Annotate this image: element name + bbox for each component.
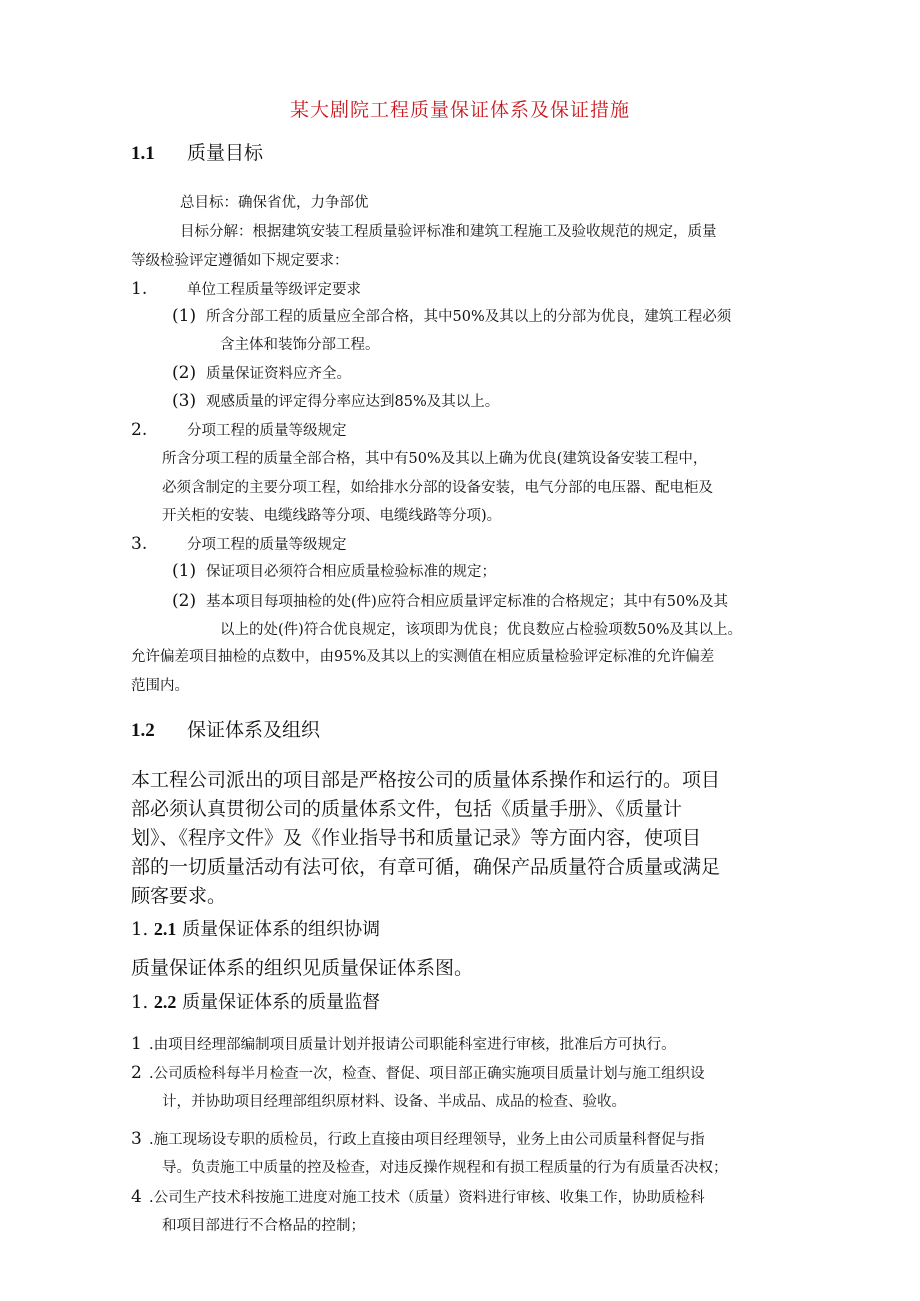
item-3-paragraph-line-2: 范围内。 [131, 678, 189, 694]
section-number: 1.1 [131, 143, 155, 164]
supervision-item-2-continuation: 计，并协助项目经理部组织原材料、设备、半成品、成品的检查、验收。 [162, 1094, 626, 1110]
list-number: 1. [131, 279, 148, 299]
list-number: 3. [131, 534, 148, 554]
list-item-2 [131, 421, 347, 440]
list-number: 2. [131, 420, 148, 440]
sub-item-text: 质量保证资料应齐全。 [206, 366, 351, 382]
body-paragraph-line-4: 部的一切质量活动有法可依，有章可循，确保产品质量符合质量或满足 [131, 856, 721, 878]
list-item-text: .由项目经理部编制项目质量计划并报请公司职能科室进行审核，批准后方可执行。 [149, 1037, 676, 1053]
total-goal-line: 总目标：确保省优，力争部优 [180, 195, 369, 211]
sub-item-text: 基本项目每项抽检的处(件)应符合相应质量评定标准的合格规定；其中有50%及其 [206, 594, 729, 610]
item-3-paragraph-line-1: 允许偏差项目抽检的点数中，由95%及其以上的实测值在相应质量检验评定标准的允许偏差 [131, 649, 715, 665]
sub-item-3-1 [172, 562, 496, 581]
subsection-number: 2.1 [153, 919, 177, 939]
supervision-item-3-continuation: 导。负责施工中质量的控及检查，对违反操作规程和有损工程质量的行为有质量否决权； [162, 1160, 728, 1176]
subsection-title: 质量保证体系的质量监督 [182, 992, 381, 1013]
subsection-heading-1-2-1 [131, 920, 380, 939]
supervision-item-1 [131, 1035, 676, 1054]
breakdown-line-2: 等级检验评定遵循如下规定要求： [131, 253, 349, 269]
list-number: 3 [131, 1129, 142, 1149]
section-title: 保证体系及组织 [187, 719, 321, 741]
subsection-heading-1-2-2 [131, 993, 380, 1012]
supervision-item-4 [131, 1188, 705, 1207]
subsection-1-2-1-text: 质量保证体系的组织见质量保证体系图。 [131, 957, 474, 979]
section-number: 1.2 [131, 720, 155, 741]
body-paragraph-line-1: 本工程公司派出的项目部是严格按公司的质量体系操作和运行的。项目 [131, 769, 721, 791]
breakdown-line-1: 目标分解：根据建筑安装工程质量验评标准和建筑工程施工及验收规范的规定，质量 [180, 224, 717, 240]
subsection-number-prefix: 1. [131, 992, 149, 1013]
sub-item-text: 所含分部工程的质量应全部合格，其中50%及其以上的分部为优良，建筑工程必须 [206, 309, 732, 325]
body-paragraph-line-5: 顾客要求。 [131, 885, 227, 907]
list-number: 4 [131, 1187, 142, 1207]
list-item-1 [131, 280, 361, 299]
sub-item-number: (3) [172, 391, 197, 411]
body-paragraph-line-3: 划》、《程序文件》及《作业指导书和质量记录》等方面内容，使项目 [131, 827, 702, 849]
supervision-item-4-continuation: 和项目部进行不合格品的控制； [162, 1218, 365, 1234]
section-heading-1-1 [131, 144, 263, 163]
list-item-title: 分项工程的质量等级规定 [187, 537, 347, 553]
subsection-number-prefix: 1. [131, 919, 149, 940]
body-paragraph-line-2: 部必须认真贯彻公司的质量体系文件，包括《质量手册》、《质量计 [131, 798, 683, 820]
item-2-paragraph-line-3: 开关柜的安装、电缆线路等分项、电缆线路等分项)。 [162, 508, 502, 524]
sub-item-1-3 [172, 392, 499, 411]
subsection-title: 质量保证体系的组织协调 [182, 919, 381, 940]
sub-item-number: (2) [172, 591, 197, 611]
item-2-paragraph-line-1: 所含分项工程的质量全部合格，其中有50%及其以上确为优良(建筑设备安装工程中， [162, 451, 708, 467]
sub-item-text: 观感质量的评定得分率应达到85%及其以上。 [206, 394, 500, 410]
sub-item-number: (1) [172, 561, 197, 581]
sub-item-1-1-continuation: 含主体和装饰分部工程。 [220, 337, 380, 353]
subsection-number: 2.2 [153, 992, 177, 1012]
supervision-item-2 [131, 1064, 705, 1083]
list-item-text: .公司质检科每半月检查一次，检查、督促、项目部正确实施项目质量计划与施工组织设 [149, 1066, 705, 1082]
list-number: 2 [131, 1063, 142, 1083]
list-item-title: 分项工程的质量等级规定 [187, 423, 347, 439]
section-title: 质量目标 [187, 142, 264, 164]
document-title: 某大剧院工程质量保证体系及保证措施 [289, 99, 630, 121]
sub-item-3-2 [172, 592, 728, 611]
item-2-paragraph-line-2: 必须含制定的主要分项工程，如给排水分部的设备安装，电气分部的电压器、配电柜及 [162, 480, 713, 496]
sub-item-number: (2) [172, 363, 197, 383]
sub-item-number: (1) [172, 306, 197, 326]
sub-item-1-2 [172, 364, 351, 383]
sub-item-text: 保证项目必须符合相应质量检验标准的规定； [206, 564, 496, 580]
supervision-item-3 [131, 1130, 705, 1149]
list-item-text: .公司生产技术科按施工进度对施工技术（质量）资料进行审核、收集工作，协助质检科 [149, 1190, 705, 1206]
list-item-text: .施工现场设专职的质检员，行政上直接由项目经理领导，业务上由公司质量科督促与指 [149, 1132, 705, 1148]
list-item-title: 单位工程质量等级评定要求 [187, 282, 361, 298]
list-item-3 [131, 535, 347, 554]
list-number: 1 [131, 1034, 142, 1054]
sub-item-3-2-continuation: 以上的处(件)符合优良规定，该项即为优良；优良数应占检验项数50%及其以上。 [220, 622, 743, 638]
section-heading-1-2 [131, 721, 320, 740]
sub-item-1-1 [172, 307, 731, 326]
